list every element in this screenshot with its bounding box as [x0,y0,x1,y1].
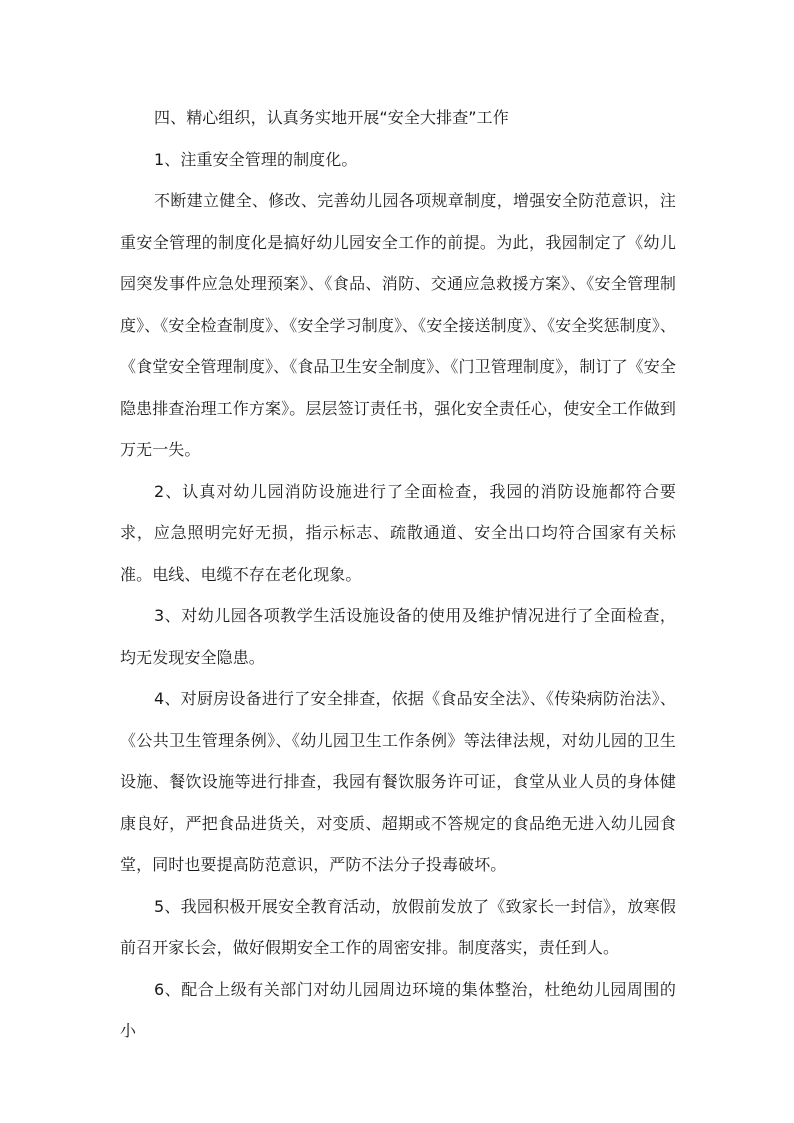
paragraph-item-6: 6、配合上级有关部门对幼儿园周边环境的集体整治，杜绝幼儿园周围的小 [120,979,676,1040]
paragraph-item-3: 3、对幼儿园各项教学生活设施设备的使用及维护情况进行了全面检查，均无发现安全隐患。 [120,606,676,667]
paragraph-item-2: 2、认真对幼儿园消防设施进行了全面检查，我园的消防设施都符合要求，应急照明完好无损，指示标志、疏散通道、安全出口均符合国家有关标准。电线、电缆不存在老化现象。 [120,481,676,584]
paragraph-management-rules: 不断建立健全、修改、完善幼儿园各项规章制度，增强安全防范意识，注重安全管理的制度化是搞好幼儿园安全工作的前提。为此，我园制定了《幼儿园突发事件应急处理预案》、《食品、消防、交通应急救援方案》、《安全管理制度》、《安全检查制度》、《安全学习制度》、《安全接送制度》、《安全奖惩制度》、《食堂安全管理制度》、《食品卫生安全制度》、《门卫管理制度》，制订了《安全隐患排查治理工作方案》。层层签订责任书，强化安全责任心，使安全工作做到万无一失。 [120,191,676,459]
subheading-item-1: 1、注重安全管理的制度化。 [154,149,358,169]
section-heading: 四、精心组织，认真务实地开展“安全大排查”工作 [154,108,509,127]
paragraph-item-5: 5、我园积极开展安全教育活动，放假前发放了《致家长一封信》，放寒假前召开家长会，做好假期安全工作的周密安排。制度落实，责任到人。 [120,896,676,957]
document-body [120,97,676,1052]
paragraph-item-4: 4、对厨房设备进行了安全排查，依据《食品安全法》、《传染病防治法》、《公共卫生管理条例》、《幼儿园卫生工作条例》等法律法规，对幼儿园的卫生设施、餐饮设施等进行排查，我园有餐饮服务许可证，食堂从业人员的身体健康良好，严把食品进货关，对变质、超期或不答规定的食品绝无进入幼儿园食堂，同时也要提高防范意识，严防不法分子投毒破坏。 [120,689,676,874]
